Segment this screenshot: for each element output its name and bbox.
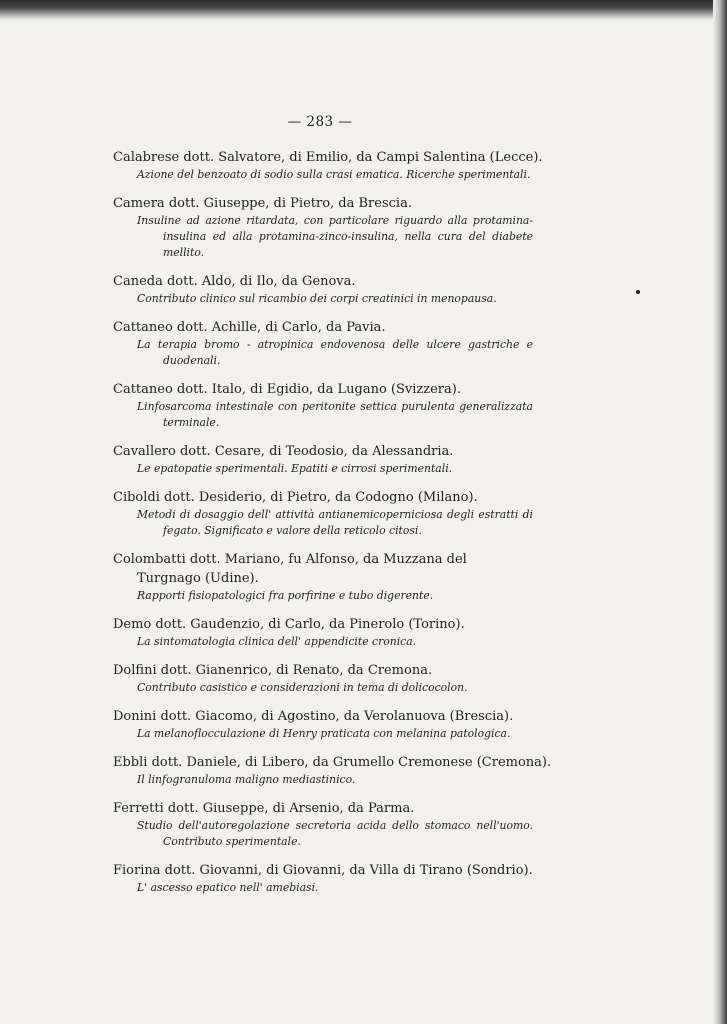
entry-author: Caneda dott. Aldo, di Ilo, da Genova. <box>113 274 356 289</box>
list-item <box>113 661 533 696</box>
entry-author: Camera dott. Giuseppe, di Pietro, da Brescia. <box>113 196 412 211</box>
entry-title: L' ascesso epatico nell' amebiasi. <box>137 881 319 894</box>
entry-author: Ferretti dott. Giuseppe, di Arsenio, da Parma. <box>113 801 415 816</box>
entry-title: La melanoflocculazione di Henry praticata con melanina patologica. <box>137 727 511 740</box>
list-item <box>113 380 533 431</box>
page-number: — 283 — <box>287 114 353 130</box>
entry-title: Rapporti fisiopatologici fra porfirine e tubo digerente. <box>137 589 434 602</box>
list-item <box>113 799 533 850</box>
list-item <box>113 615 533 650</box>
entry-author: Donini dott. Giacomo, di Agostino, da Verolanuova (Brescia). <box>113 709 514 724</box>
entry-title: Insuline ad azione ritardata, con particolare riguardo alla protamina-insulina ed alla protamina-zinco-insulina, nella cura del diabete mellito. <box>137 214 533 259</box>
entry-author: Cattaneo dott. Achille, di Carlo, da Pavia. <box>113 320 386 335</box>
entry-title: La terapia bromo - atropinica endovenosa delle ulcere gastriche e duodenali. <box>137 338 533 367</box>
list-item <box>113 707 533 742</box>
entry-author: Ciboldi dott. Desiderio, di Pietro, da Codogno (Milano). <box>113 490 478 505</box>
list-item <box>113 488 533 539</box>
entry-author: Colombatti dott. Mariano, fu Alfonso, da Muzzana del Turgnago (Udine). <box>113 552 467 586</box>
entry-title: Azione del benzoato di sodio sulla crasi ematica. Ricerche sperimentali. <box>137 168 531 181</box>
list-item <box>113 753 552 788</box>
entry-author: Cavallero dott. Cesare, di Teodosio, da Alessandria. <box>113 444 454 459</box>
list-item <box>113 148 543 183</box>
ink-speck <box>636 290 640 294</box>
entry-author: Calabrese dott. Salvatore, di Emilio, da Campi Salentina (Lecce). <box>113 150 543 165</box>
entry-list <box>113 148 552 896</box>
entry-title: Le epatopatie sperimentali. Epatiti e cirrosi sperimentali. <box>137 462 453 475</box>
entry-title: Contributo clinico sul ricambio dei corpi creatinici in menopausa. <box>137 292 497 305</box>
entry-title: Studio dell'autoregolazione secretoria acida dello stomaco nell'uomo. Contributo sperimentale. <box>137 819 533 848</box>
entry-title: Linfosarcoma intestinale con peritonite settica purulenta generalizzata terminale. <box>137 400 533 429</box>
entry-title: Il linfogranuloma maligno mediastinico. <box>137 773 356 786</box>
list-item <box>113 442 533 477</box>
entry-author: Fiorina dott. Giovanni, di Giovanni, da Villa di Tirano (Sondrio). <box>113 863 533 878</box>
list-item <box>113 272 533 307</box>
entry-author: Ebbli dott. Daniele, di Libero, da Grumello Cremonese (Cremona). <box>113 755 552 770</box>
entry-author: Dolfini dott. Gianenrico, di Renato, da Cremona. <box>113 663 433 678</box>
list-item <box>113 318 533 369</box>
list-item <box>113 861 533 896</box>
list-item <box>113 550 533 604</box>
entry-title: Contributo casistico e considerazioni in tema di dolicocolon. <box>137 681 468 694</box>
list-item <box>113 194 533 261</box>
entry-title: La sintomatologia clinica dell' appendicite cronica. <box>137 635 417 648</box>
entry-author: Cattaneo dott. Italo, di Egidio, da Lugano (Svizzera). <box>113 382 461 397</box>
entry-author: Demo dott. Gaudenzio, di Carlo, da Pinerolo (Torino). <box>113 617 465 632</box>
entry-title: Metodi di dosaggio dell' attività antianemicoperniciosa degli estratti di fegato. Significato e valore della reticolo citosi. <box>137 508 533 537</box>
